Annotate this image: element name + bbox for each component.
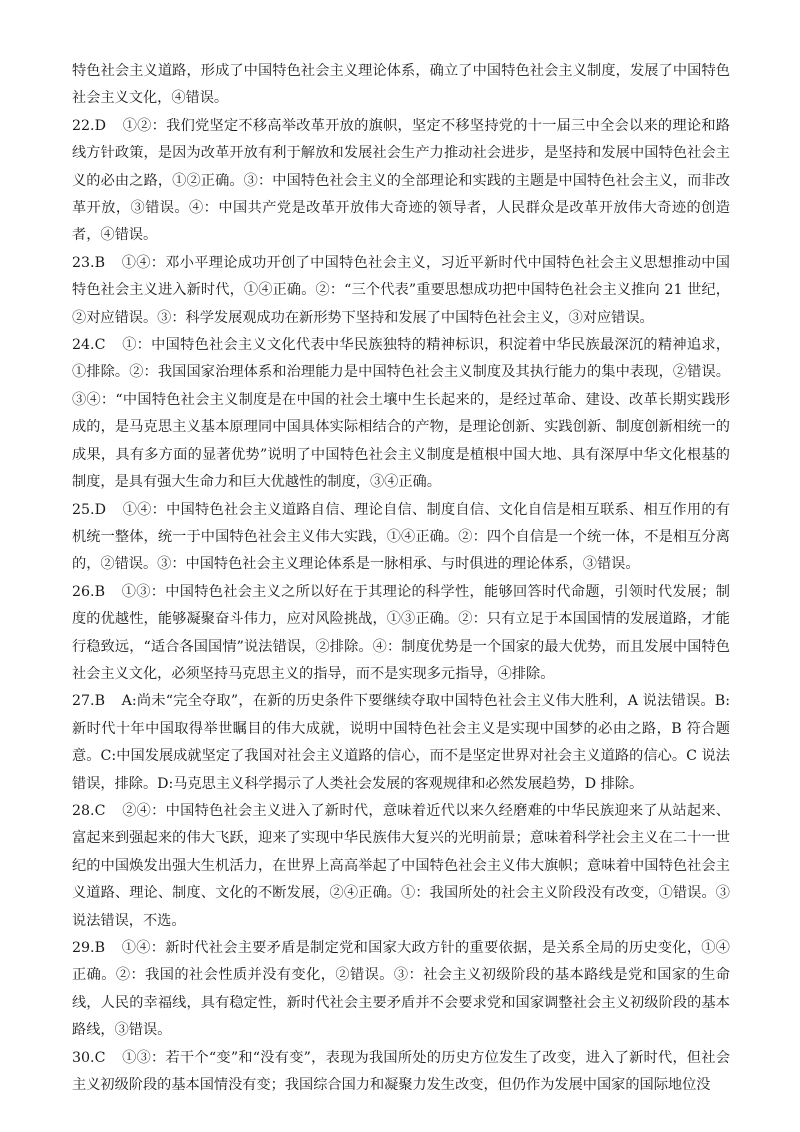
paragraph-text: ①④：邓小平理论成功开创了中国特色社会主义，习近平新时代中国特色社会主义思想推动中国特色社会主义进入新时代，①④正确。②：“三个代表”重要思想成功把中国特色社会主义推向 21 世纪，②对应错误。③：科学发展观成功在新形势下坚持和发展了中国特色社会主义，③对应错误。 <box>72 254 730 326</box>
answer-paragraph-continued <box>72 58 730 113</box>
answer-paragraph-29 <box>72 935 730 1045</box>
paragraph-text: 特色社会主义道路，形成了中国特色社会主义理论体系，确立了中国特色社会主义制度，发展了中国特色社会主义文化，④错误。 <box>72 63 730 107</box>
question-number: 30.C <box>72 1049 106 1066</box>
paragraph-text: ①④：新时代社会主要矛盾是制定党和国家大政方针的重要依据，是关系全局的历史变化，①④正确。②：我国的社会性质并没有变化，②错误。③：社会主义初级阶段的基本路线是党和国家的生命线，人民的幸福线，具有稳定性，新时代社会主要矛盾并不会要求党和国家调整社会主义初级阶段的基本路线，③错误。 <box>72 940 730 1039</box>
question-number: 29.B <box>72 940 105 956</box>
question-number: 28.C <box>72 802 106 819</box>
answer-paragraph-25 <box>72 497 730 579</box>
question-number: 26.B <box>72 583 105 600</box>
paragraph-text: ①③：若干个“变”和“没有变”，表现为我国所处的历史方位发生了改变，进入了新时代，但社会主义初级阶段的基本国情没有变；我国综合国力和凝聚力发生改变，但仍作为发展中国家的国际地位没 <box>72 1049 730 1094</box>
answer-paragraph-28 <box>72 798 730 935</box>
paragraph-text: ②④：中国特色社会主义进入了新时代，意味着近代以来久经磨难的中华民族迎来了从站起来、富起来到强起来的伟大飞跃，迎来了实现中华民族伟大复兴的光明前景；意味着科学社会主义在二十一世纪的中国焕发出强大生机活力，在世界上高高举起了中国特色社会主义伟大旗帜；意味着中国特色社会主义道路、理论、制度、文化的不断发展，②④正确。①：我国所处的社会主义阶段没有改变，①错误。③说法错误，不选。 <box>72 802 730 929</box>
paragraph-text: ①②：我们党坚定不移高举改革开放的旗帜，坚定不移坚持党的十一届三中全会以来的理论和路线方针政策，是因为改革开放有利于解放和发展社会生产力推动社会进步，是坚持和发展中国特色社会主义的必由之路，①②正确。③：中国特色社会主义的全部理论和实践的主题是中国特色社会主义，而非改革开放，③错误。④：中国共产党是改革开放伟大奇迹的领导者，人民群众是改革开放伟大奇迹的创造者，④错误。 <box>72 117 730 244</box>
question-number: 23.B <box>72 254 105 271</box>
question-number: 24.C <box>72 337 106 354</box>
paragraph-text: ①：中国特色社会主义文化代表中华民族独特的精神标识，积淀着中华民族最深沉的精神追求，①排除。②：我国国家治理体系和治理能力是中国特色社会主义制度及其执行能力的集中表现，②错误。③④：“中国特色社会主义制度是在中国的社会土壤中生长起来的，是经过革命、建设、改革长期实践形成的，是马克思主义基本原理同中国具体实际相结合的产物，是理论创新、实践创新、制度创新相统一的成果，具有多方面的显著优势”说明了中国特色社会主义制度是植根中国大地、具有深厚中华文化根基的制度，是具有强大生命力和巨大优越性的制度，③④正确。 <box>72 337 730 491</box>
answer-paragraph-23 <box>72 250 730 332</box>
answer-paragraph-24 <box>72 332 730 496</box>
question-number: 27.B <box>72 693 105 710</box>
paragraph-text: ①③：中国特色社会主义之所以好在于其理论的科学性，能够回答时代命题，引领时代发展；制度的优越性，能够凝聚奋斗伟力，应对风险挑战，①③正确。②：只有立足于本国国情的发展道路，才能行稳致远，“适合各国国情”说法错误，②排除。④：制度优势是一个国家的最大优势，而且发展中国特色社会主义文化，必须坚持马克思主义的指导，而不是实现多元指导，④排除。 <box>72 583 730 682</box>
question-number: 25.D <box>72 501 106 518</box>
paragraph-text: A:尚未“完全夺取”，在新的历史条件下要继续夺取中国特色社会主义伟大胜利，A 说法错误。B:新时代十年中国取得举世瞩目的伟大成就，说明中国特色社会主义是实现中国梦的必由之路，B 符合题意。C:中国发展成就坚定了我国对社会主义道路的信心，而不是坚定世界对社会主义道路的信心。C 说法错误，排除。D:马克思主义科学揭示了人类社会发展的客观规律和必然发展趋势，D 排除。 <box>72 693 730 792</box>
answer-paragraph-26 <box>72 579 730 689</box>
question-number: 22.D <box>72 117 106 134</box>
answer-paragraph-22 <box>72 113 730 250</box>
answer-paragraph-27 <box>72 688 730 798</box>
paragraph-text: ①④：中国特色社会主义道路自信、理论自信、制度自信、文化自信是相互联系、相互作用的有机统一整体，统一于中国特色社会主义伟大实践，①④正确。②：四个自信是一个统一体，不是相互分离的，②错误。③：中国特色社会主义理论体系是一脉相承、与时俱进的理论体系，③错误。 <box>72 501 730 573</box>
answer-paragraph-30 <box>72 1045 730 1100</box>
